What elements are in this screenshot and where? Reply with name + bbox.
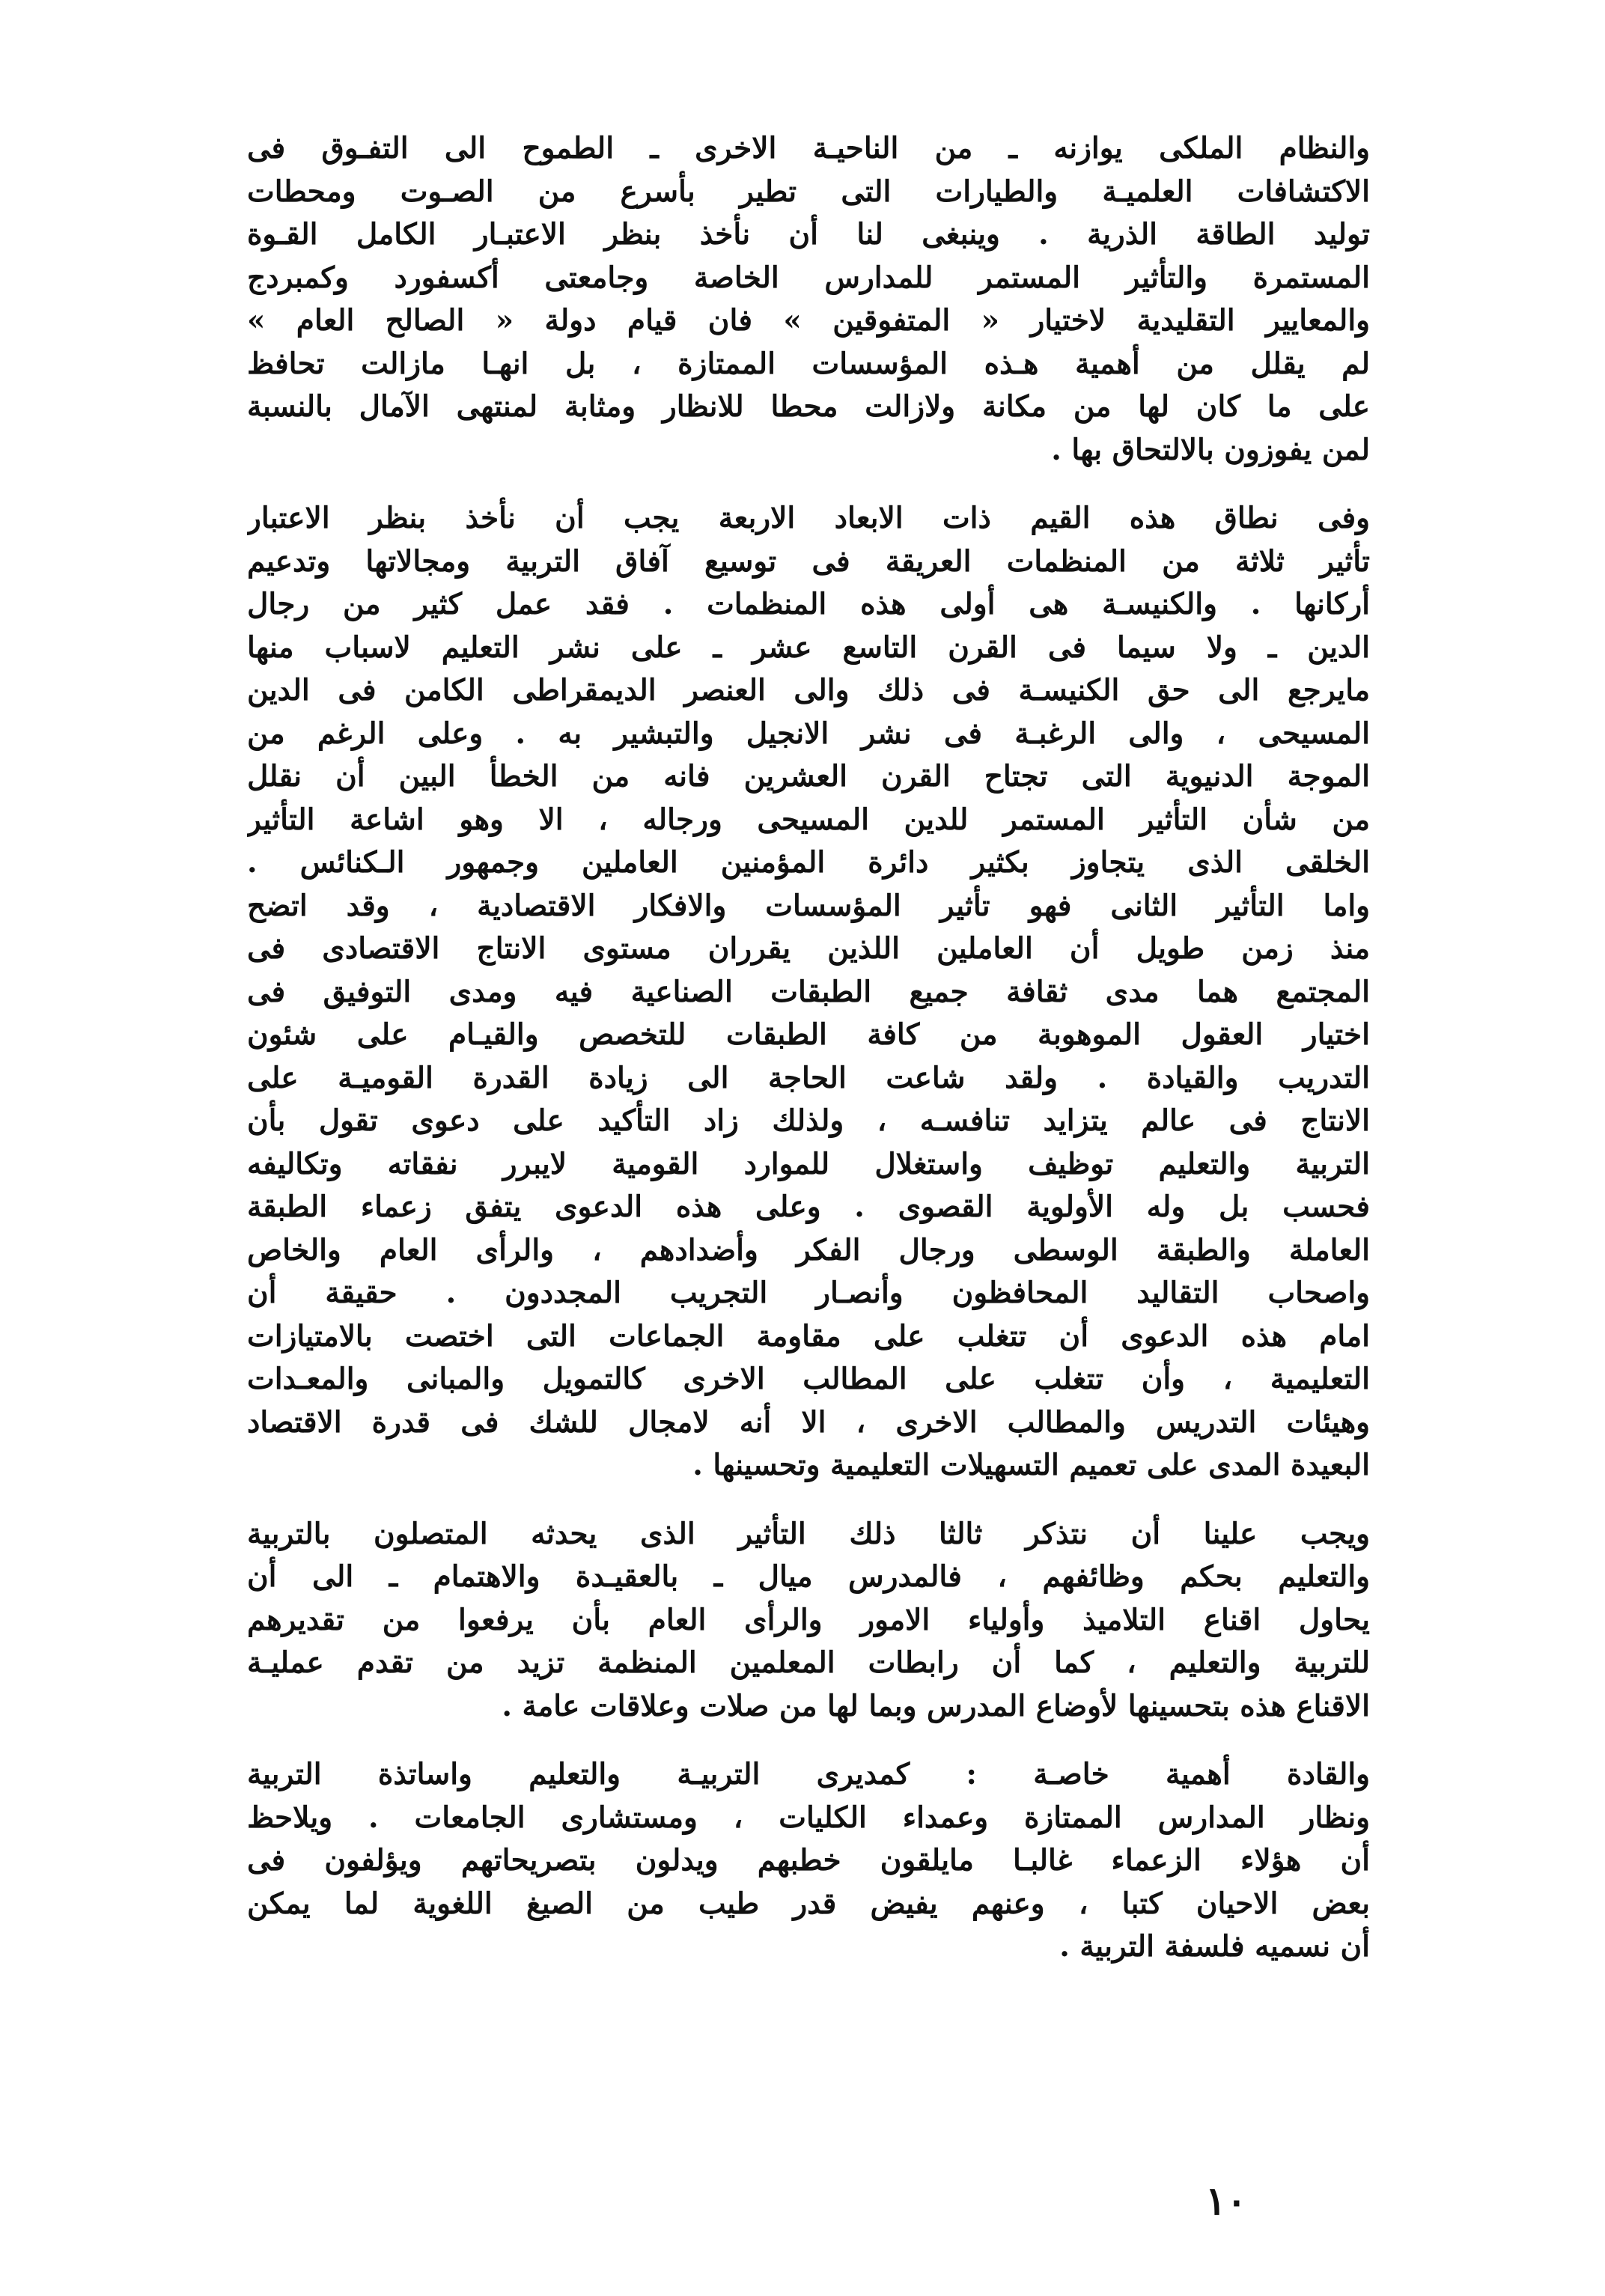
text-line: واما التأثير الثانى فهو تأثير المؤسسات والافكار الاقتصادية ، وقد اتضح xyxy=(247,888,1370,923)
text-line: المجتمع هما مدى ثقافة جميع الطبقات الصناعية فيه ومدى التوفيق فى xyxy=(247,974,1370,1009)
text-line: العاملة والطبقة الوسطى ورجال الفكر وأضدادهم ، والرأى العام والخاص xyxy=(247,1232,1370,1267)
text-line: فحسب بل وله الأولوية القصوى . وعلى هذه الدعوى يتفق زعماء الطبقة xyxy=(247,1190,1370,1224)
text-line: الانتاج فى عالم يتزايد تنافسـه ، ولذلك زاد التأكيد على دعوى تقول بأن xyxy=(247,1103,1370,1138)
text-line: مايرجع الى حق الكنيسـة فى ذلك والى العنصر الديمقراطى الكامن فى الدين xyxy=(247,673,1370,707)
text-line: لم يقلل من أهمية هـذه المؤسسات الممتازة ، بل انهـا مازالت تحافظ xyxy=(247,346,1370,381)
text-line: الموجة الدنيوية التى تجتاح القرن العشرين فانه من الخطأ البين أن نقلل xyxy=(247,759,1370,794)
text-line: توليد الطاقة الذرية . وينبغى لنا أن نأخذ بنظر الاعتبـار الكامل القـوة xyxy=(247,217,1370,252)
paragraph-3 xyxy=(247,1513,1370,1729)
text-line: للتربية والتعليم ، كما أن رابطات المعلمين المنظمة تزيد من تقدم عمليـة xyxy=(247,1645,1370,1680)
text-line: التعليمية ، وأن تتغلب على المطالب الاخرى كالتمويل والمبانى والمعـدات xyxy=(247,1362,1370,1396)
text-line: الاقناع هذه بتحسينها لأوضاع المدرس وبما لها من صلات وعلاقات عامة . xyxy=(502,1688,1370,1723)
text-line: المستمرة والتأثير المستمر للمدارس الخاصة وجامعتى أكسفورد وكمبردج xyxy=(247,260,1370,295)
text-line: امام هذه الدعوى أن تتغلب على مقاومة الجماعات التى اختصت بالامتيازات xyxy=(247,1318,1370,1353)
text-line: على ما كان لها من مكانة ولازالت محطا للانظار ومثابة لمنتهى الآمال بالنسبة xyxy=(247,389,1370,424)
text-line: وهيئات التدريس والمطالب الاخرى ، الا أنه لامجال للشك فى قدرة الاقتصاد xyxy=(247,1404,1370,1440)
paragraph-1 xyxy=(247,127,1370,472)
text-line: وفى نطاق هذه القيم ذات الابعاد الاربعة يجب أن نأخذ بنظر الاعتبار xyxy=(247,501,1370,535)
text-line: بعض الاحيان كتبا ، وعنهم يفيض قدر طيب من الصيغ اللغوية لما يمكن xyxy=(247,1886,1370,1921)
text-line: والنظام الملكى يوازنه ـ من الناحيـة الاخرى ـ الطموح الى التفـوق فى xyxy=(247,131,1370,165)
text-line: أن هؤلاء الزعماء غالبـا مايلقون خطبهم ويدلون بتصريحاتهم ويؤلفون فى xyxy=(247,1843,1370,1878)
text-line: البعيدة المدى على تعميم التسهيلات التعليمية وتحسينها . xyxy=(692,1448,1370,1482)
text-line: والمعايير التقليدية لاختيار « المتفوقين » فان قيام دولة « الصالح العام » xyxy=(247,303,1370,338)
text-line: الاكتشافات العلميـة والطيارات التى تطير بأسرع من الصـوت ومحطات xyxy=(247,174,1370,209)
text-line: التربية والتعليم توظيف واستغلال للموارد القومية لايبرر نفقاته وتكاليفه xyxy=(247,1146,1370,1181)
text-line: أركانها . والكنيسـة هى أولى هذه المنظمات . فقد عمل كثير من رجال xyxy=(247,587,1370,621)
text-line: من شأن التأثير المستمر للدين المسيحى ورجاله ، الا وهو اشاعة التأثير xyxy=(247,802,1370,837)
text-line: يحاول اقناع التلاميذ وأولياء الامور والرأى العام بأن يرفعوا من تقديرهم xyxy=(247,1602,1370,1637)
text-line: المسيحى ، والى الرغبـة فى نشر الانجيل والتبشير به . وعلى الرغم من xyxy=(247,716,1370,751)
text-line: اختيار العقول الموهوبة من كافة الطبقات للتخصص والقيـام على شئون xyxy=(247,1017,1370,1052)
text-line: والتعليم بحكم وظائفهم ، فالمدرس ميال ـ بالعقيـدة والاهتمام ـ الى أن xyxy=(247,1559,1370,1594)
text-line: تأثير ثلاثة من المنظمات العريقة فى توسيع آفاق التربية ومجالاتها وتدعيم xyxy=(247,543,1370,579)
text-line: منذ زمن طويل أن العاملين اللذين يقرران مستوى الانتاج الاقتصادى فى xyxy=(247,931,1370,966)
text-line: والقادة أهمية خاصـة : كمديرى التربيـة والتعليم واساتذة التربية xyxy=(247,1757,1370,1791)
text-line: أن نسميه فلسفة التربية . xyxy=(1059,1929,1370,1964)
text-line: الدين ـ ولا سيما فى القرن التاسع عشر ـ على نشر التعليم لاسباب منها xyxy=(247,630,1370,665)
text-line: لمن يفوزون بالالتحاق بها . xyxy=(1051,432,1370,467)
page-number: ١٠ xyxy=(1205,2178,1247,2224)
text-line: واصحاب التقاليد المحافظون وأنصـار التجريب المجددون . حقيقة أن xyxy=(247,1276,1370,1310)
text-line: التدريب والقيادة . ولقد شاعت الحاجة الى زيادة القدرة القوميـة على xyxy=(247,1060,1370,1095)
text-line: ونظار المدارس الممتازة وعمداء الكليات ، ومستشارى الجامعات . ويلاحظ xyxy=(247,1800,1370,1835)
text-line: الخلقى الذى يتجاوز بكثير دائرة المؤمنين العاملين وجمهور الـكنائس . xyxy=(247,845,1370,880)
paragraph-4 xyxy=(247,1753,1370,1969)
document-page xyxy=(247,127,1370,1994)
text-line: ويجب علينا أن نتذكر ثالثا ذلك التأثير الذى يحدثه المتصلون بالتربية xyxy=(247,1516,1370,1551)
paragraph-2 xyxy=(247,497,1370,1487)
